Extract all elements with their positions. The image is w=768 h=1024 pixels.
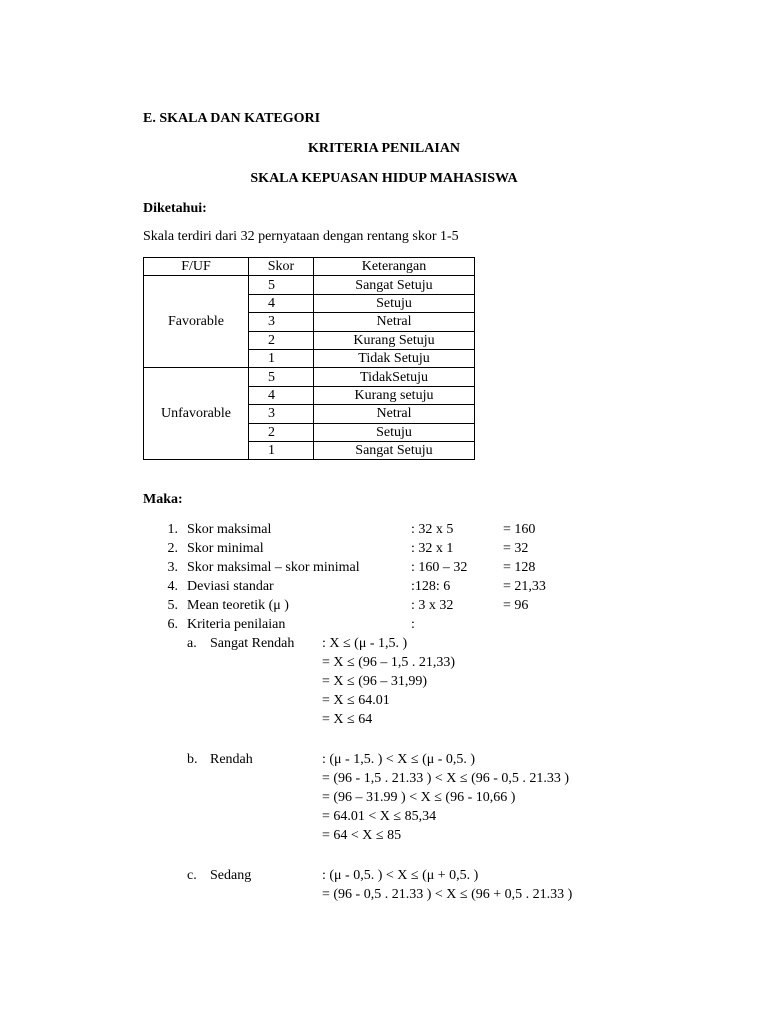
cell-skor: 2 (249, 423, 314, 441)
list-number: 3. (167, 560, 178, 575)
header-skor: Skor (249, 258, 314, 276)
cell-skor: 2 (249, 331, 314, 349)
diketahui-label: Diketahui: (143, 201, 207, 216)
section-title: E. SKALA DAN KATEGORI (143, 111, 321, 126)
criteria-line: = 64 < X ≤ 85 (322, 828, 402, 843)
list-label: Mean teoretik (μ ) (187, 598, 289, 613)
cell-keterangan: Kurang setuju (314, 386, 475, 404)
criteria-line: : (μ - 1,5. ) < X ≤ (μ - 0,5. ) (322, 752, 476, 767)
title-skala-kepuasan: SKALA KEPUASAN HIDUP MAHASISWA (250, 171, 518, 186)
list-result: = 32 (503, 541, 529, 556)
cell-keterangan: Sangat Setuju (314, 276, 475, 294)
group-unfavorable: Unfavorable (144, 368, 249, 460)
list-result: = 128 (503, 560, 536, 575)
cell-skor: 1 (249, 349, 314, 367)
cell-skor: 1 (249, 441, 314, 459)
cell-skor: 4 (249, 294, 314, 312)
criteria-name: Sedang (210, 868, 252, 883)
table-header-row (144, 258, 475, 276)
cell-skor: 3 (249, 313, 314, 331)
header-keterangan: Keterangan (314, 258, 475, 276)
cell-keterangan: Sangat Setuju (314, 441, 475, 459)
scale-description: Skala terdiri dari 32 pernyataan dengan rentang skor 1-5 (143, 229, 459, 244)
title-kriteria-penilaian: KRITERIA PENILAIAN (307, 141, 461, 156)
criteria-letter: c. (187, 868, 197, 883)
list-label: Kriteria penilaian (187, 617, 286, 632)
criteria-line: : (μ - 0,5. ) < X ≤ (μ + 0,5. ) (322, 868, 479, 883)
cell-skor: 5 (249, 276, 314, 294)
criteria-line: = 64.01 < X ≤ 85,34 (322, 809, 437, 824)
criteria-line: = X ≤ 64.01 (322, 693, 390, 708)
list-number: 6. (167, 617, 178, 632)
group-favorable: Favorable (144, 276, 249, 368)
score-table (143, 257, 475, 460)
criteria-line: = X ≤ 64 (322, 712, 373, 727)
criteria-line: = X ≤ (96 – 31,99) (322, 674, 428, 689)
header-fuf: F/UF (144, 258, 249, 276)
list-label: Deviasi standar (187, 579, 274, 594)
cell-skor: 4 (249, 386, 314, 404)
list-formula: : 32 x 1 (411, 541, 454, 556)
cell-skor: 3 (249, 405, 314, 423)
cell-skor: 5 (249, 368, 314, 386)
list-result: = 160 (503, 522, 536, 537)
criteria-letter: a. (187, 636, 197, 651)
list-number: 1. (167, 522, 178, 537)
list-formula: : (411, 617, 415, 632)
list-formula: : 32 x 5 (411, 522, 454, 537)
list-formula: :128: 6 (411, 579, 451, 594)
criteria-line: = (96 - 1,5 . 21.33 ) < X ≤ (96 - 0,5 . 21.33 ) (322, 771, 570, 786)
cell-keterangan: TidakSetuju (314, 368, 475, 386)
list-formula: : 160 – 32 (411, 560, 468, 575)
criteria-line: = (96 – 31.99 ) < X ≤ (96 - 10,66 ) (322, 790, 516, 805)
list-result: = 96 (503, 598, 529, 613)
table-row (144, 368, 475, 386)
cell-keterangan: Netral (314, 313, 475, 331)
criteria-line: = X ≤ (96 – 1,5 . 21,33) (322, 655, 456, 670)
list-number: 4. (167, 579, 178, 594)
cell-keterangan: Setuju (314, 423, 475, 441)
list-formula: : 3 x 32 (411, 598, 454, 613)
maka-label: Maka: (143, 492, 183, 507)
criteria-line: : X ≤ (μ - 1,5. ) (322, 636, 408, 651)
criteria-letter: b. (187, 752, 198, 767)
cell-keterangan: Kurang Setuju (314, 331, 475, 349)
list-number: 2. (167, 541, 178, 556)
cell-keterangan: Setuju (314, 294, 475, 312)
list-label: Skor minimal (187, 541, 264, 556)
cell-keterangan: Tidak Setuju (314, 349, 475, 367)
criteria-name: Rendah (210, 752, 253, 767)
cell-keterangan: Netral (314, 405, 475, 423)
table-row (144, 276, 475, 294)
criteria-line: = (96 - 0,5 . 21.33 ) < X ≤ (96 + 0,5 . 21.33 ) (322, 887, 573, 902)
list-number: 5. (167, 598, 178, 613)
list-result: = 21,33 (503, 579, 546, 594)
list-label: Skor maksimal (187, 522, 272, 537)
list-label: Skor maksimal – skor minimal (187, 560, 360, 575)
criteria-name: Sangat Rendah (210, 636, 295, 651)
